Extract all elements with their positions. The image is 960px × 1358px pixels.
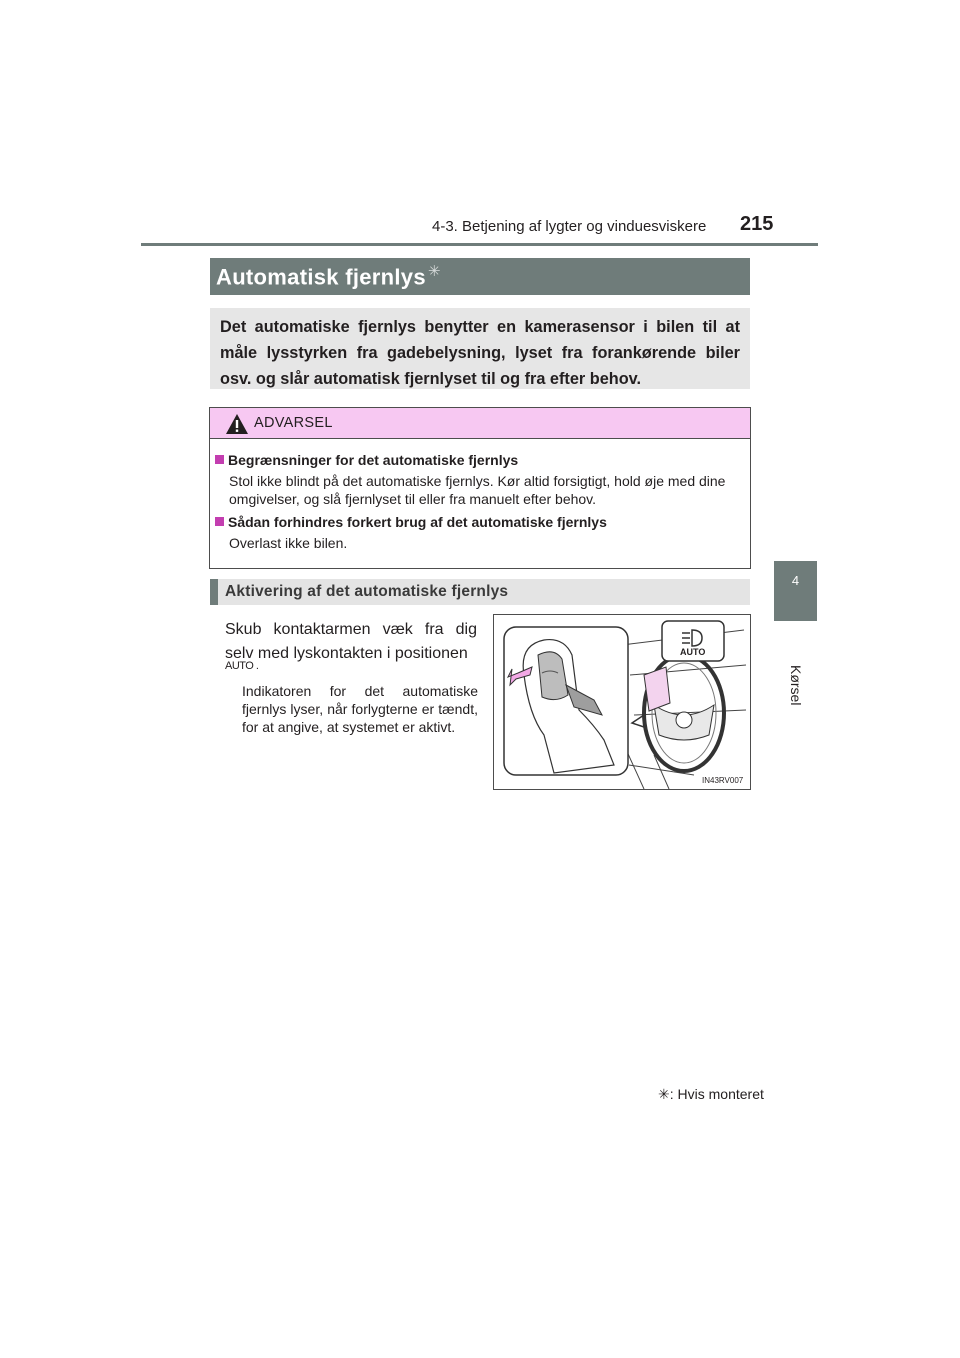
figure-code: IN43RV007: [702, 776, 744, 785]
chapter-tab: [774, 561, 817, 621]
warning-item-title: Sådan forhindres forkert brug af det automatiske fjernlys: [215, 514, 607, 530]
subsection-accent: [210, 579, 218, 605]
warning-item-body: Stol ikke blindt på det automatiske fjernlys. Kør altid forsigtigt, hold øje med dine omgivelser, og slå fjernlyset til eller fra manuelt efter behov.: [229, 473, 726, 507]
chapter-number: 4: [791, 573, 800, 588]
intro-text: Det automatiske fjernlys benytter en kamerasensor i bilen til at måle lysstyrken fra gadebelysning, lyset fra forankørende biler osv. og slår automatisk fjernlyset til og fra efter behov.: [220, 318, 740, 388]
warning-item-body: Overlast ikke bilen.: [229, 535, 348, 551]
asterisk-icon: ✳: [427, 263, 441, 280]
footnote: ✳: Hvis monteret: [658, 1086, 764, 1102]
warning-triangle-icon: [225, 413, 249, 435]
header-rule: [141, 243, 818, 246]
step-instruction: Skub kontaktarmen væk fra dig selv med lyskontakten i positionen: [225, 621, 477, 662]
warning-item-title: Begrænsninger for det automatiske fjernlys: [215, 452, 518, 468]
page-number: 215: [740, 213, 774, 235]
page-title: [216, 262, 441, 290]
bullet-square-icon: [215, 517, 224, 526]
page-title-text: Automatisk fjernlys: [216, 264, 426, 290]
warning-label: ADVARSEL: [254, 415, 333, 431]
chapter-label: Kørsel: [788, 665, 804, 706]
lever-illustration: [493, 614, 751, 790]
indicator-label: AUTO: [680, 647, 706, 657]
auto-symbol: AUTO .: [225, 660, 259, 672]
subsection-title: Aktivering af det automatiske fjernlys: [225, 583, 509, 600]
asterisk-icon: ✳: [658, 1086, 670, 1102]
chapter-label-wrapper: [776, 665, 816, 715]
header-section-title: 4-3. Betjening af lygter og vinduesviskere: [432, 218, 707, 235]
bullet-square-icon: [215, 455, 224, 464]
step-note: Indikatoren for det automatiske fjernlys lyser, når forlygterne er tændt, for at angive, at systemet er aktivt.: [242, 683, 478, 735]
